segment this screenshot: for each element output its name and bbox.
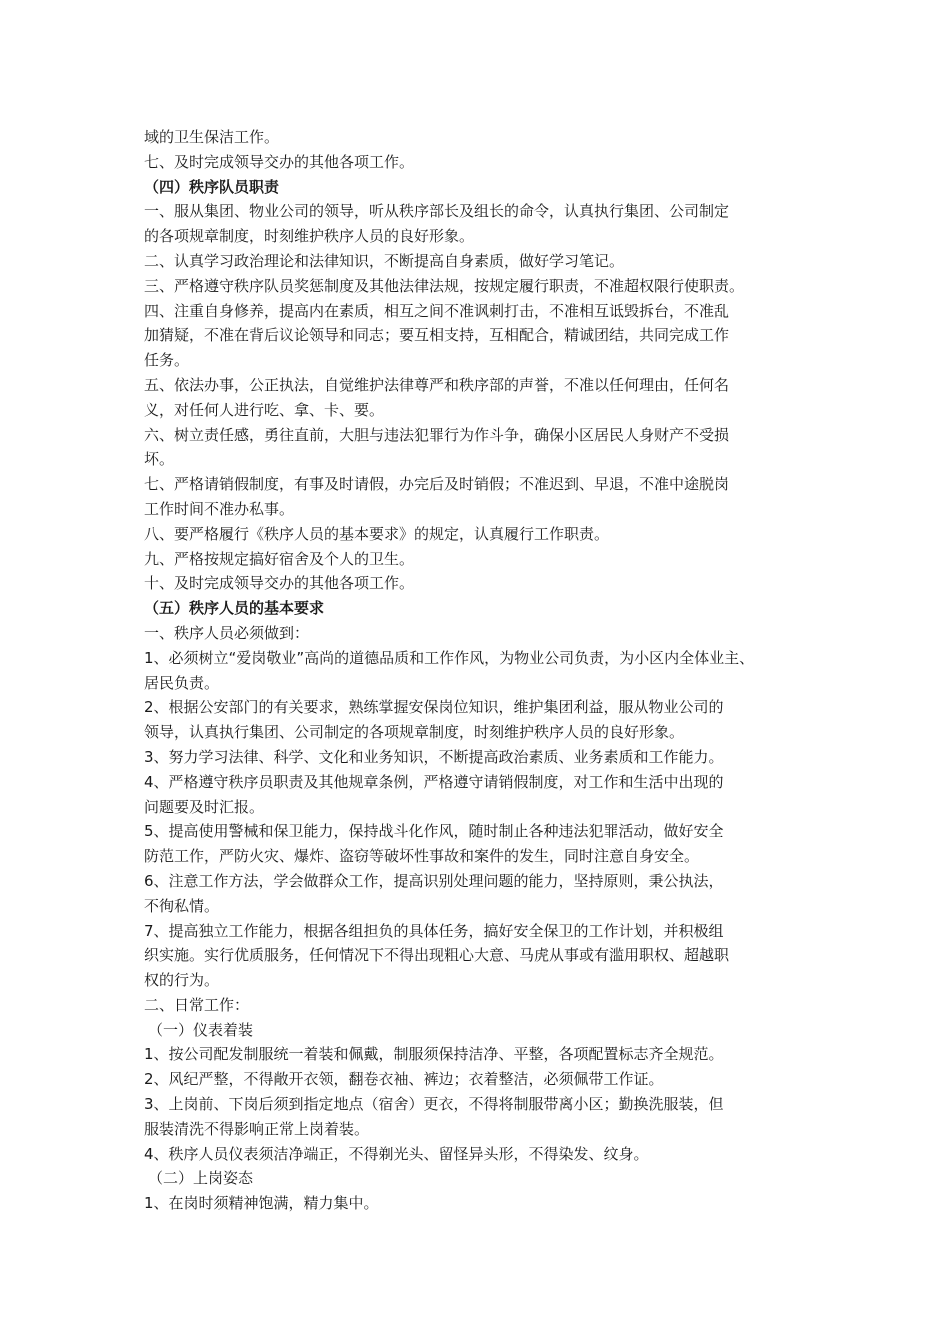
- text-line: 的各项规章制度，时刻维护秩序人员的良好形象。: [144, 227, 475, 246]
- subsection-heading: （二）上岗姿态: [148, 1169, 254, 1188]
- text-line: 1、必须树立“爱岗敬业”高尚的道德品质和工作作风，为物业公司负责，为小区内全体业主、: [144, 648, 755, 667]
- text-line: 5、提高使用警械和保卫能力，保持战斗化作风，随时制止各种违法犯罪活动，做好安全: [144, 822, 724, 841]
- text-line: 1、按公司配发制服统一着装和佩戴，制服须保持洁净、平整，各项配置标志齐全规范。: [144, 1045, 724, 1064]
- text-line: 服装清洗不得影响正常上岗着装。: [144, 1119, 370, 1138]
- text-line: 问题要及时汇报。: [144, 797, 265, 816]
- text-line: 2、风纪严整，不得敞开衣领，翻卷衣袖、裤边；衣着整洁，必须佩带工作证。: [144, 1070, 664, 1089]
- text-line: 四、注重自身修养，提高内在素质，相互之间不准讽刺打击，不准相互诋毁拆台，不准乱: [144, 301, 730, 320]
- text-line: 领导，认真执行集团、公司制定的各项规章制度，时刻维护秩序人员的良好形象。: [144, 723, 685, 742]
- text-line: 3、努力学习法律、科学、文化和业务知识，不断提高政治素质、业务素质和工作能力。: [144, 747, 724, 766]
- text-line: 七、及时完成领导交办的其他各项工作。: [144, 152, 415, 171]
- text-line: 域的卫生保洁工作。: [144, 128, 280, 146]
- text-line: 一、秩序人员必须做到：: [144, 623, 310, 642]
- text-line: 一、服从集团、物业公司的领导，听从秩序部长及组长的命令，认真执行集团、公司制定: [144, 202, 730, 221]
- text-line: 二、日常工作：: [144, 995, 250, 1014]
- text-line: 十、及时完成领导交办的其他各项工作。: [144, 574, 415, 593]
- text-line: 3、上岗前、下岗后须到指定地点（宿舍）更衣，不得将制服带离小区；勤换洗服装，但: [144, 1095, 724, 1114]
- text-line: 6、注意工作方法，学会做群众工作，提高识别处理问题的能力，坚持原则，秉公执法，: [144, 871, 724, 890]
- text-line: 工作时间不准办私事。: [144, 499, 295, 518]
- text-line: 4、秩序人员仪表须洁净端正，不得剃光头、留怪异头形，不得染发、纹身。: [144, 1144, 649, 1163]
- text-line: 坏。: [144, 450, 175, 469]
- text-line: 1、在岗时须精神饱满，精力集中。: [144, 1194, 379, 1213]
- text-line: 五、依法办事，公正执法，自觉维护法律尊严和秩序部的声誉，不准以任何理由，任何名: [144, 375, 730, 394]
- text-line: 居民负责。: [144, 673, 220, 692]
- text-line: 7、提高独立工作能力，根据各组担负的具体任务，搞好安全保卫的工作计划，并积极组: [144, 921, 724, 940]
- text-line: 不徇私情。: [144, 896, 220, 915]
- text-line: 六、树立责任感，勇往直前，大胆与违法犯罪行为作斗争，确保小区居民人身财产不受损: [144, 425, 730, 444]
- text-line: 义，对任何人进行吃、拿、卡、要。: [144, 400, 385, 419]
- text-line: 八、要严格履行《秩序人员的基本要求》的规定，认真履行工作职责。: [144, 524, 610, 543]
- text-line: 防范工作，严防火灾、爆炸、盗窃等破坏性事故和案件的发生，同时注意自身安全。: [144, 847, 700, 866]
- text-line: 加猜疑，不准在背后议论领导和同志；要互相支持，互相配合，精诚团结，共同完成工作: [144, 326, 730, 345]
- section-heading: （四）秩序队员职责: [144, 177, 280, 196]
- text-line: 织实施。实行优质服务，任何情况下不得出现粗心大意、马虎从事或有滥用职权、超越职: [144, 946, 730, 965]
- text-line: 九、严格按规定搞好宿舍及个人的卫生。: [144, 549, 415, 568]
- text-line: 任务。: [144, 351, 190, 370]
- text-line: 4、严格遵守秩序员职责及其他规章条例，严格遵守请销假制度，对工作和生活中出现的: [144, 772, 724, 791]
- subsection-heading: （一）仪表着装: [148, 1020, 254, 1039]
- section-heading: （五）秩序人员的基本要求: [144, 599, 325, 618]
- text-line: 权的行为。: [144, 971, 220, 990]
- text-line: 二、认真学习政治理论和法律知识，不断提高自身素质，做好学习笔记。: [144, 251, 625, 270]
- text-line: 三、严格遵守秩序队员奖惩制度及其他法律法规，按规定履行职责，不准超权限行使职责。: [144, 276, 745, 295]
- text-line: 七、严格请销假制度，有事及时请假，办完后及时销假；不准迟到、早退，不准中途脱岗: [144, 475, 730, 494]
- text-line: 2、根据公安部门的有关要求，熟练掌握安保岗位知识，维护集团利益，服从物业公司的: [144, 698, 724, 717]
- document-page: [144, 125, 816, 1216]
